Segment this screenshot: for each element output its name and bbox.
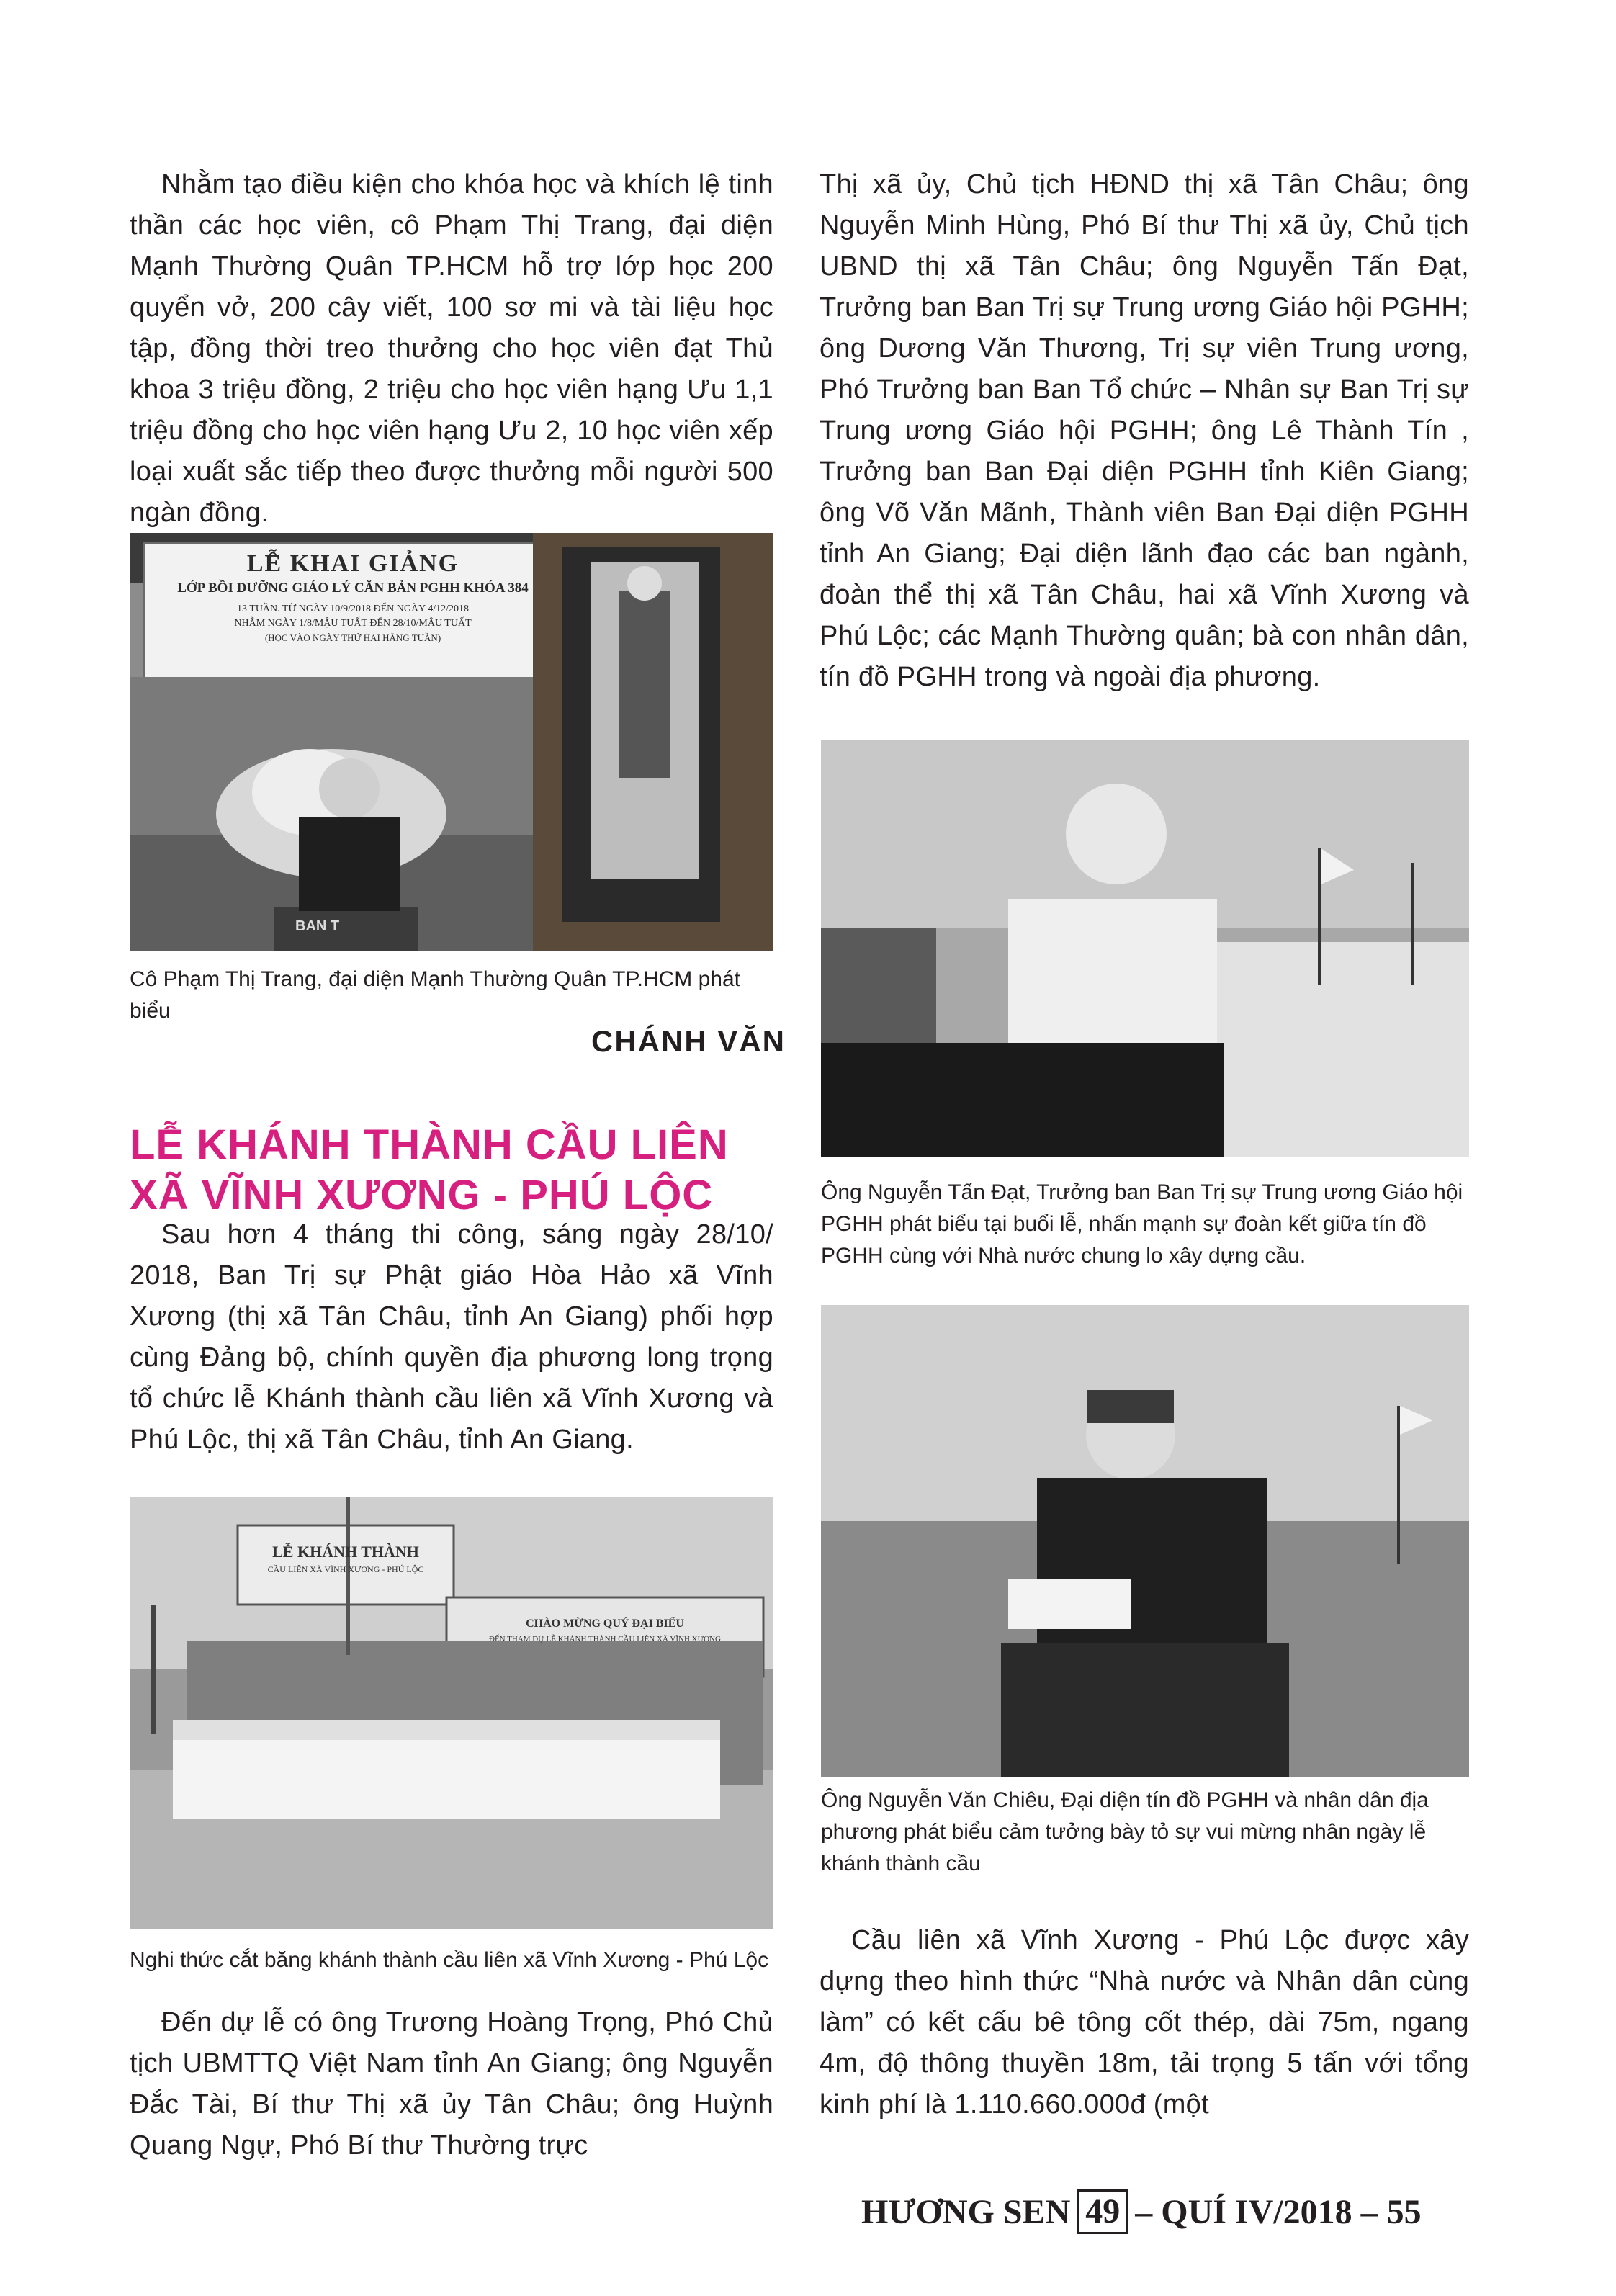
quarter-label: QUÍ IV/2018 [1161, 2192, 1352, 2231]
banner-line-1: LỄ KHAI GIẢNG [246, 550, 459, 577]
podium-text: BAN T [295, 918, 340, 934]
page-number: 55 [1386, 2192, 1422, 2231]
bridge-paragraph: Cầu liên xã Vĩnh Xương - Phú Lộc được xây dựng theo hình thức “Nhà nước và Nhân dân cùng làm” có kết cấu bê tông cốt thép, dài 75m, ngang 4m, độ thông thuyền 18m, tải trọng 5 tấn với tổng kinh phí là 1.110.660.000đ (một [820, 1925, 1469, 2120]
caption-photo-4: Ông Nguyễn Văn Chiêu, Đại diện tín đồ PGHH và nhân dân địa phương phát biểu cảm tưởng bày tỏ sự vui mừng nhân ngày lễ khánh thành cầu [821, 1788, 1429, 1875]
banner2-line-3: CHÀO MỪNG QUÝ ĐẠI BIỂU [526, 1618, 684, 1630]
photo2-banner-right [446, 1597, 763, 1677]
photo2-banner-left [238, 1525, 454, 1605]
author-byline: CHÁNH VĂN [591, 1024, 786, 1058]
footer-dash-2: – [1360, 2192, 1378, 2231]
banner-line-4: NHẰM NGÀY 1/8/MẬU TUẤT ĐẾN 28/10/MẬU TUẤT [234, 618, 472, 629]
magazine-name: HƯƠNG SEN [861, 2192, 1071, 2231]
banner-line-3: 13 TUẦN. TỪ NGÀY 10/9/2018 ĐẾN NGÀY 4/12/2018 [237, 604, 469, 614]
guests-paragraph-continued: Thị xã ủy, Chủ tịch HĐND thị xã Tân Châu; ông Nguyễn Minh Hùng, Phó Bí thư Thị xã ủy, Chủ tịch UBND thị xã Tân Châu; ông Nguyễn Tấn Đạt, Trưởng ban Ban Trị sự Trung ương Giáo hội PGHH; ông Dương Văn Thương, Trị sự viên Trung ương, Phó Trưởng ban Ban Tổ chức – Nhân sự Ban Trị sự Trung ương Giáo hội PGHH; ông Lê Thành Tín , Trưởng ban Ban Đại diện PGHH tỉnh Kiên Giang; ông Võ Văn Mãnh, Thành viên Ban Đại diện PGHH tỉnh An Giang; Đại diện lãnh đạo các ban ngành, đoàn thể thị xã Tân Châu, hai xã Vĩnh Xương và Phú Lộc; các Mạnh Thường quân; bà con nhân dân, tín đồ PGHH trong và ngoài địa phương. [820, 169, 1469, 692]
guests-paragraph: Đến dự lễ có ông Trương Hoàng Trọng, Phó Chủ tịch UBMTTQ Việt Nam tỉnh An Giang; ông Nguyễn Đắc Tài, Bí thư Thị xã ủy Tân Châu; ông Huỳnh Quang Ngự, Phó Bí thư Thường trực [130, 2007, 773, 2161]
intro-paragraph: Nhằm tạo điều kiện cho khóa học và khích lệ tinh thần các học viên, cô Phạm Thị Trang, đại diện Mạnh Thường Quân TP.HCM hỗ trợ lớp học 200 quyển vở, 200 cây viết, 100 sơ mi và tài liệu học tập, đồng thời treo thưởng cho học viên đạt Thủ khoa 3 triệu đồng, 2 triệu cho học viên hạng Ưu 1,1 triệu đồng cho học viên hạng Ưu 2, 10 học viên xếp loại xuất sắc tiếp theo được thưởng mỗi người 500 ngàn đồng. [130, 169, 773, 528]
photo-opening-ceremony-speaker [130, 533, 773, 951]
photo-speaker-nguyen-tan-dat [821, 740, 1469, 1157]
banner-line-5: (HỌC VÀO NGÀY THỨ HAI HẰNG TUẦN) [264, 632, 441, 643]
photo-ribbon-cutting [130, 1497, 773, 1929]
photo-speaker-nguyen-van-chieu [821, 1305, 1469, 1777]
photo1-banner [144, 543, 562, 680]
article-headline: LỄ KHÁNH THÀNH CẦU LIÊN XÃ VĨNH XƯƠNG - PHÚ LỘC [130, 1121, 729, 1219]
opening-paragraph: Sau hơn 4 tháng thi công, sáng ngày 28/10/ 2018, Ban Trị sự Phật giáo Hòa Hảo xã Vĩnh Xương (thị xã Tân Châu, tỉnh An Giang) phối hợp cùng Đảng bộ, chính quyền địa phương long trọng tổ chức lễ Khánh thành cầu liên xã Vĩnh Xương và Phú Lộc, thị xã Tân Châu, tỉnh An Giang. [130, 1219, 773, 1455]
banner2-line-2: CẦU LIÊN XÃ VĨNH XƯƠNG - PHÚ LỘC [267, 1564, 424, 1574]
issue-number: 49 [1077, 2189, 1128, 2234]
banner2-line-4: ĐẾN THAM DỰ LỄ KHÁNH THÀNH CẦU LIÊN XÃ VĨNH XƯƠNG [489, 1635, 721, 1643]
banner-line-2: LỚP BỒI DƯỠNG GIÁO LÝ CĂN BẢN PGHH KHÓA 384 [177, 580, 529, 596]
caption-photo-3: Ông Nguyễn Tấn Đạt, Trưởng ban Ban Trị sự Trung ương Giáo hội PGHH phát biểu tại buổi lễ, nhấn mạnh sự đoàn kết giữa tín đồ PGHH cùng với Nhà nước chung lo xây dựng cầu. [821, 1180, 1463, 1268]
banner2-line-1: LỄ KHÁNH THÀNH [272, 1543, 419, 1561]
page-footer [861, 2187, 1422, 2237]
caption-photo-2: Nghi thức cắt băng khánh thành cầu liên xã Vĩnh Xương - Phú Lộc [130, 1948, 769, 1972]
caption-photo-1: Cô Phạm Thị Trang, đại diện Mạnh Thường Quân TP.HCM phát biểu [130, 967, 740, 1023]
footer-dash-1: – [1135, 2192, 1153, 2231]
